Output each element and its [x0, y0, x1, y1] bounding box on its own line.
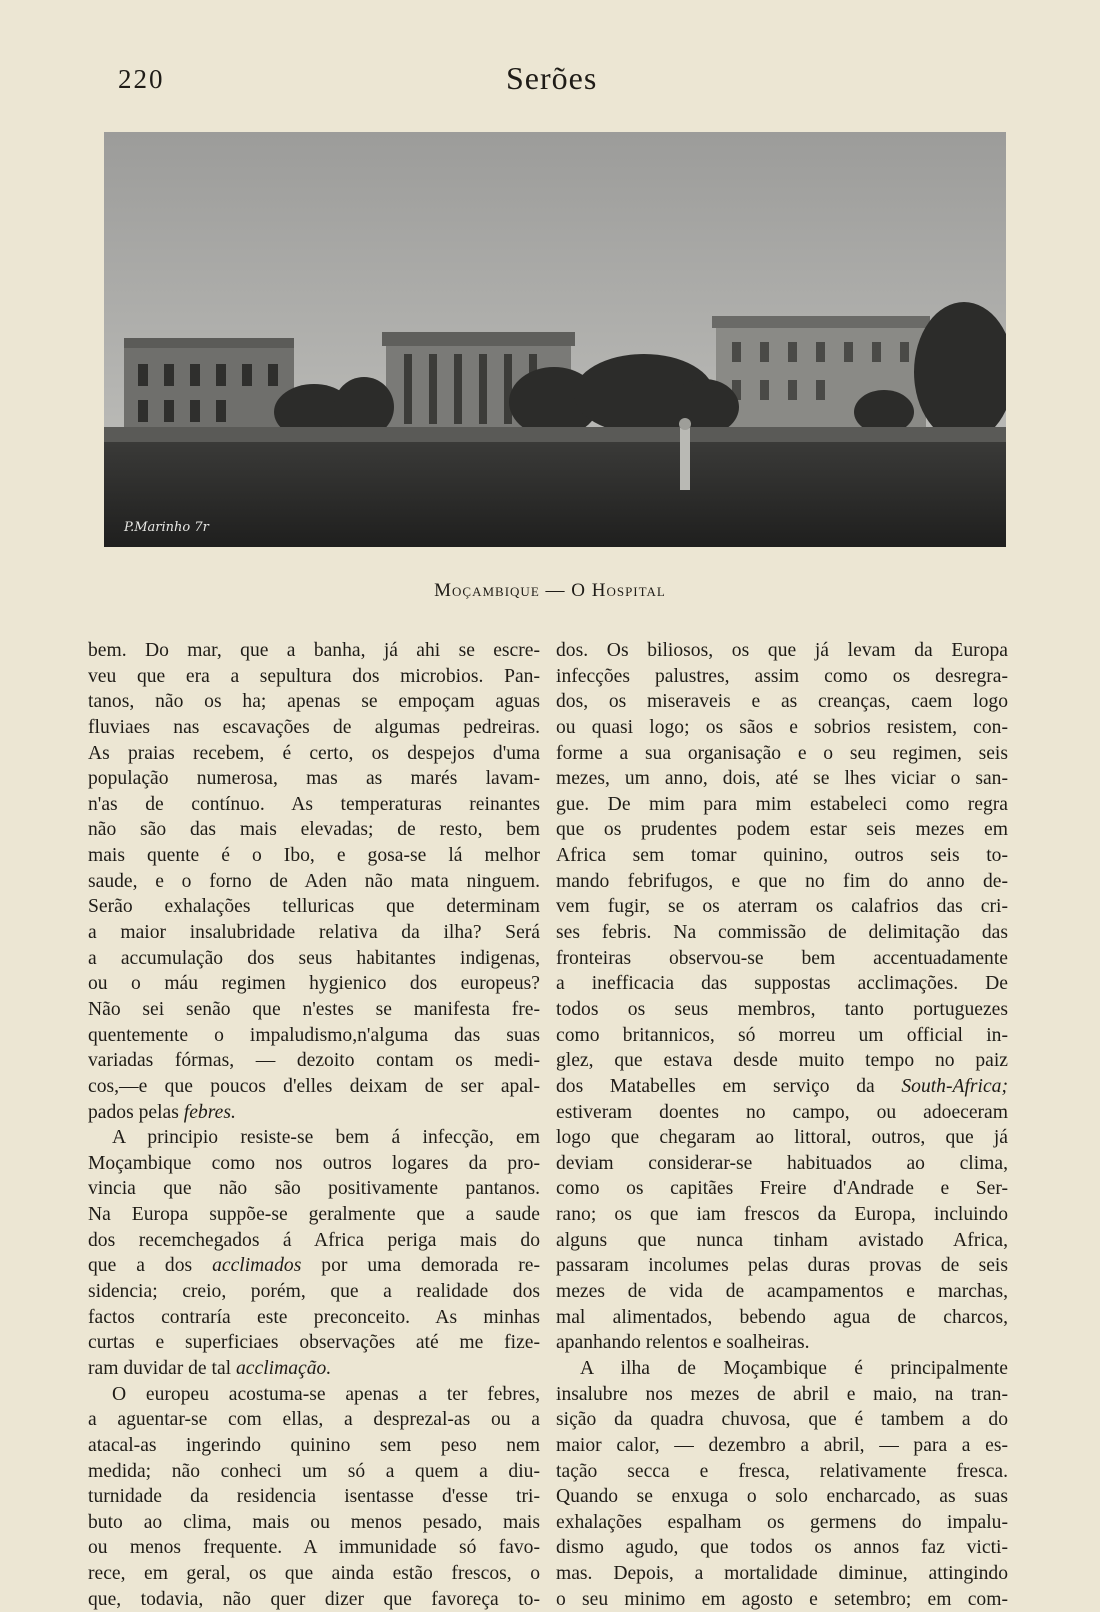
text-line: dismo agudo, que todos os annos faz victi- [556, 1537, 1008, 1559]
figure-caption: Moçambique — O Hospital [434, 580, 666, 601]
text-line: dos. Os biliosos, os que já levam da Europa [556, 640, 1008, 661]
page-number: 220 [118, 64, 165, 94]
text-line: atacal-as ingerindo quinino sem peso nem [88, 1434, 540, 1456]
text-line: gue. De mim para mim estabeleci como regra [556, 793, 1008, 815]
text-line: vem fugir, se os aterram os calafrios das cri- [556, 896, 1008, 918]
text-line: dos recemchegados á Africa periga mais do [88, 1229, 540, 1251]
text-line: mezes de vida de acampamentos e marchas, [556, 1281, 1008, 1303]
text-line: o seu minimo em agosto e setembro; em com- [556, 1588, 1008, 1610]
page-header [118, 58, 598, 108]
text-line: factos contraría este preconceito. As minhas [88, 1306, 540, 1328]
text-line: insalubre nos mezes de abril e maio, na tran- [556, 1383, 1008, 1405]
text-line: Não sei senão que n'estes se manifesta fre- [88, 998, 540, 1020]
text-line: a inefficacia das suppostas acclimações. De [556, 973, 1008, 995]
text-line: quentemente o impaludismo,n'alguma das suas [88, 1024, 540, 1046]
text-line: alguns que nunca tinham avistado Africa, [556, 1229, 1008, 1251]
text-line: como britannicos, só morreu um official in- [556, 1024, 1008, 1046]
text-line: deviam considerar-se habituados ao clima, [556, 1152, 1008, 1174]
text-line: a aguentar-se com ellas, a desprezal-as ou a [88, 1409, 540, 1431]
text-line: ses febris. Na commissão de delimitação das [556, 922, 1008, 944]
text-line: todos os seus membros, tanto portuguezes [556, 998, 1008, 1020]
text-line: ram duvidar de tal acclimação. [88, 1357, 332, 1379]
text-line: como os capitães Freire d'Andrade e Ser- [556, 1178, 1008, 1200]
text-line: n'as de contínuo. As temperaturas reinantes [88, 793, 540, 815]
text-line: dos, os miseraveis e as creanças, caem logo [556, 691, 1008, 713]
text-line: Quando se enxuga o solo encharcado, as suas [556, 1486, 1008, 1508]
text-line: mezes, um anno, dois, até se lhes viciar o san- [556, 768, 1008, 790]
text-line: maior calor, — dezembro a abril, — para a es- [556, 1434, 1008, 1456]
text-line: Na Europa suppõe-se geralmente que a saude [88, 1204, 540, 1226]
text-line: estiveram doentes no campo, ou adoeceram [556, 1101, 1008, 1123]
text-line: que, todavia, não quer dizer que favoreça to- [88, 1588, 540, 1610]
text-line: O europeu acostuma-se apenas a ter febres, [112, 1383, 540, 1405]
text-line: glez, que estava desde muito tempo no paiz [556, 1050, 1008, 1072]
text-line: turnidade da residencia isentasse d'esse tri- [88, 1486, 540, 1508]
text-line: mas. Depois, a mortalidade diminue, attingindo [556, 1563, 1008, 1585]
text-line: dos Matabelles em serviço da South-Africa; [556, 1075, 1008, 1097]
text-line: Africa sem tomar quinino, outros seis to- [556, 845, 1008, 867]
text-line: vincia que não são positivamente pantanos. [88, 1178, 540, 1200]
text-line: sição da quadra chuvosa, que é tambem a do [556, 1409, 1008, 1431]
text-line: tanos, não os ha; apenas se empoçam aguas [88, 691, 540, 713]
text-line: fronteiras observou-se bem accentuadamente [556, 947, 1008, 969]
text-line: infecções palustres, assim como os desregra- [556, 665, 1008, 687]
text-line: fluviaes nas escavações de algumas pedreiras. [88, 716, 540, 738]
text-line: veu que era a sepultura dos microbios. Pan- [88, 665, 540, 687]
text-line: Moçambique como nos outros logares da pro- [88, 1152, 540, 1174]
text-line: bem. Do mar, que a banha, já ahi se escre- [88, 640, 540, 661]
text-line: As praias recebem, é certo, os despejos d'uma [88, 742, 540, 764]
text-line: forme a sua organisação e o seu regimen, seis [556, 742, 1008, 764]
hospital-photograph [104, 132, 1006, 547]
text-line: A ilha de Moçambique é principalmente [580, 1357, 1008, 1379]
text-line: Serão exhalações telluricas que determinam [88, 896, 540, 918]
text-line: não são das mais elevadas; de resto, bem [88, 819, 540, 841]
text-line: a maior insalubridade relativa da ilha? Será [88, 922, 540, 944]
text-line: rano; os que iam frescos da Europa, incluindo [556, 1204, 1008, 1226]
text-line: tação secca e fresca, relativamente fresca. [556, 1460, 1008, 1482]
text-line: saude, e o forno de Aden não mata ninguem. [88, 870, 540, 892]
text-line: passaram incolumes pelas duras provas de seis [556, 1255, 1008, 1277]
text-line: ou o máu regimen hygienico dos europeus? [88, 973, 540, 995]
text-line: curtas e superficiaes observações até me fize- [88, 1332, 540, 1354]
text-line: sidencia; creio, porém, que a realidade dos [88, 1281, 540, 1303]
text-line: cos,—e que poucos d'elles deixam de ser apal- [88, 1075, 540, 1097]
text-line: ou menos frequente. A immunidade só favo- [88, 1537, 540, 1559]
left-text-column [88, 638, 540, 1612]
text-line: rece, em geral, os que ainda estão frescos, o [88, 1563, 540, 1585]
photographer-signature: P.Marinho 7r [124, 520, 209, 535]
right-text-column [556, 638, 1008, 1612]
text-line: apanhando relentos e soalheiras. [556, 1332, 810, 1354]
text-line: logo que chegaram ao littoral, outros, que já [556, 1127, 1008, 1149]
text-line: buto ao clima, mais ou menos pesado, mais [88, 1511, 540, 1533]
text-line: que os prudentes podem estar seis mezes em [556, 819, 1008, 841]
text-line: variadas fórmas, — dezoito contam os medi- [88, 1050, 540, 1072]
text-line: exhalações espalham os germens do impalu- [556, 1511, 1008, 1533]
text-line: ou quasi logo; os sãos e sobrios resistem, con- [556, 716, 1008, 738]
text-line: A principio resiste-se bem á infecção, em [112, 1127, 540, 1149]
text-line: população numerosa, mas as marés lavam- [88, 768, 540, 790]
text-line: mais quente é o Ibo, e gosa-se lá melhor [88, 845, 540, 867]
text-line: mal alimentados, bebendo agua de charcos, [556, 1306, 1008, 1328]
text-line: medida; não conheci um só a quem a diu- [88, 1460, 540, 1482]
text-line: a accumulação dos seus habitantes indigenas, [88, 947, 540, 969]
text-line: que a dos acclimados por uma demorada re- [88, 1255, 540, 1277]
running-title: Serões [506, 60, 598, 96]
text-line: pados pelas febres. [88, 1101, 236, 1123]
text-line: mando febrifugos, e que no fim do anno de- [556, 870, 1008, 892]
